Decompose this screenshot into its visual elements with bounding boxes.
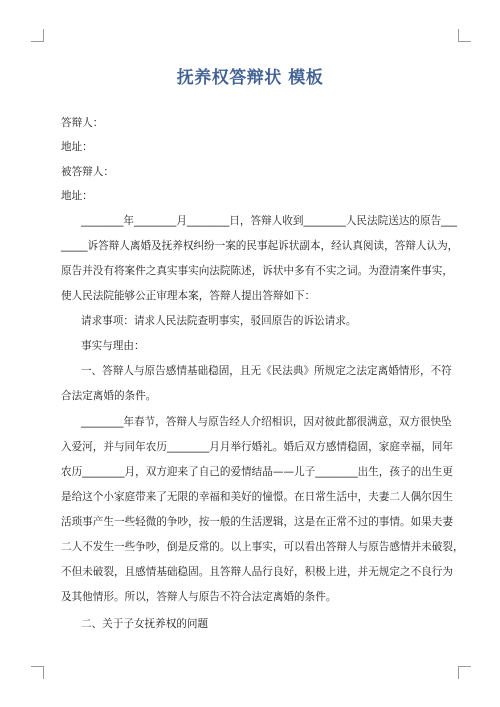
paragraph-line: 二人不发生一些争吵，倒是反常的。以上事实，可以看出答辩人与原告感情并未破裂， — [61, 541, 464, 553]
paragraph-line: _____诉答辩人离婚及抚养权纠纷一案的民事起诉状副本，经认真阅读，答辩人认为， — [61, 240, 459, 252]
paragraph-line: ________年________月________日，答辩人收到________人民法院送达的原告___ — [81, 215, 458, 227]
request-items: 请求事项：请求人民法院查明事实，驳回原告的诉讼请求。 — [81, 315, 357, 327]
paragraph-line: 原告并没有将案件之真实事实向法院陈述，诉状中多有不实之词。为澄清案件事实， — [61, 265, 453, 277]
plaintiff-label: 被答辩人： — [61, 166, 114, 178]
respondent-address-label: 地址： — [61, 141, 93, 153]
section-one-heading: 一、答辩人与原告感情基础稳固，且无《民法典》所规定之法定离婚情形，不符 — [81, 365, 452, 377]
plaintiff-address-label: 地址： — [61, 190, 93, 202]
corner-mark-bottom-left — [31, 666, 44, 679]
paragraph-line: 农历________月，双方迎来了自己的爱情结晶——儿子________出生，孩子的出生更 — [61, 466, 453, 478]
paragraph-line: 入爱河，并与同年农历________月月举行婚礼。婚后双方感情稳固，家庭幸福，同年 — [61, 441, 453, 453]
paragraph-line: 是给这个小家庭带来了无限的幸福和美好的憧憬。在日常生活中，夫妻二人偶尔因生 — [61, 491, 453, 503]
paragraph-line: 活琐事产生一些轻微的争吵，按一般的生活逻辑，这是在正常不过的事情。如果夫妻 — [61, 516, 453, 528]
facts-reasons-heading: 事实与理由： — [81, 340, 145, 352]
corner-mark-top-right — [458, 29, 471, 42]
respondent-label: 答辩人： — [61, 117, 104, 129]
section-two-heading: 二、关于子女抚养权的问题 — [81, 618, 209, 630]
corner-mark-top-left — [31, 29, 44, 42]
paragraph-line: 使人民法院能够公正审理本案，答辩人提出答辩如下： — [61, 290, 316, 302]
document-title: 抚养权答辩状 模板 — [176, 68, 324, 88]
paragraph-line: 不但未破裂，且感情基础稳固。且答辩人品行良好，积极上进，并无规定之不良行为 — [61, 566, 453, 578]
section-one-heading-cont: 合法定离婚的条件。 — [61, 390, 157, 402]
paragraph-line: 及其他情形。所以，答辩人与原告不符合法定离婚的条件。 — [61, 591, 337, 603]
paragraph-line: ________年春节，答辩人与原告经人介绍相识，因对彼此都很满意，双方很快坠 — [81, 416, 452, 428]
corner-mark-bottom-right — [458, 666, 471, 679]
